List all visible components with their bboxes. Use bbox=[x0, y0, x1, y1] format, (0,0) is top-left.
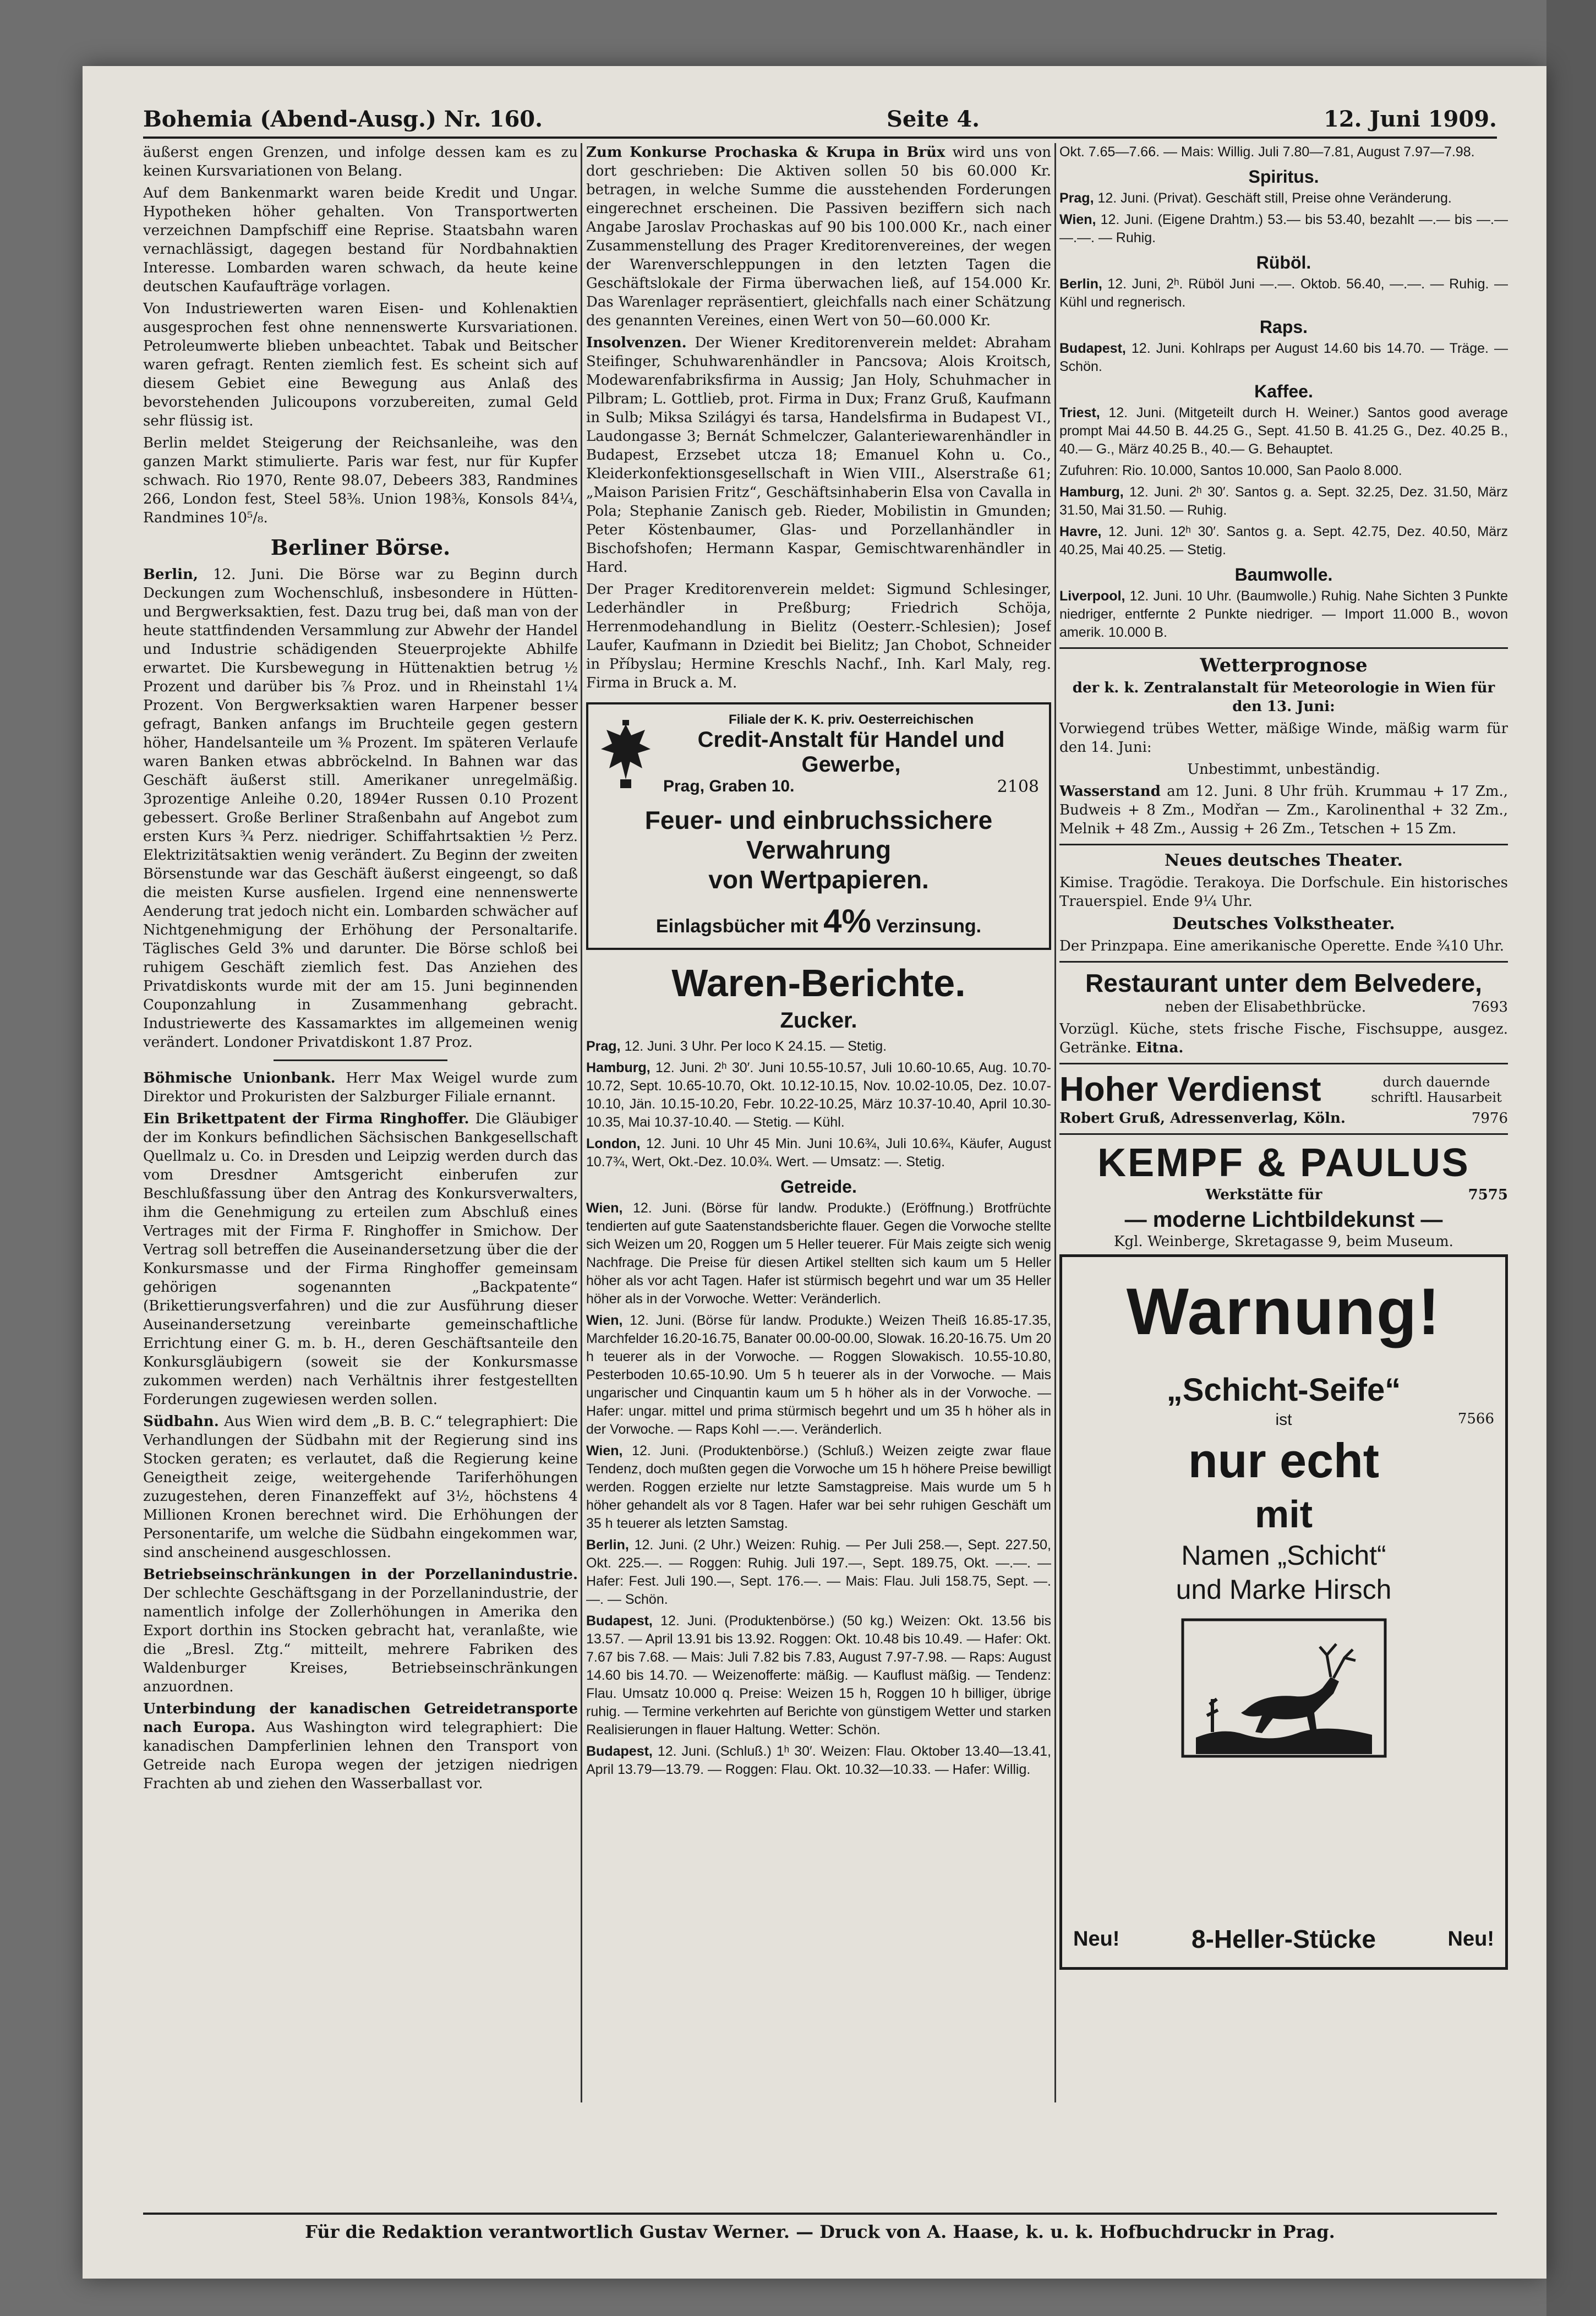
divider bbox=[1059, 844, 1508, 845]
ad-schicht-seife: „Schicht-Seife“ bbox=[1166, 1372, 1401, 1408]
article-brikettpatent bbox=[143, 1110, 578, 1409]
market-entry bbox=[1059, 587, 1508, 642]
ad-kempf-paulus bbox=[1059, 1140, 1508, 1251]
paragraph: Auf dem Bankenmarkt waren beide Kredit und Ungar. Hypotheken höher gehalten. Von Transportwerten verzeichnen Dampfschiff eine Reprise. Staatsbahn waren vernachlässigt, dagegen bestand für Nordbahnaktien Interesse. Lombarden waren schwach, da heute keine deutschen Kaufaufträge vorlagen. bbox=[143, 185, 578, 295]
article-text: Aus Wien wird dem „B. B. C.“ telegraphiert: Die Verhandlungen der Südbahn mit der Regierung sind ins Stocken geraten; es verlautet, daß die Regierung keine Geneigtheit zeige, weitergehende Tariferhöhungen zuzugestehen, deren Finanzeffekt auf 3½, höchstens 4 Millionen Kronen berechnet wird. Die Erhöhungen der Personentarife, um welche die Südbahn eingekommen war, sind anscheinend ausgeschlossen. bbox=[143, 1413, 578, 1561]
divider bbox=[1059, 1063, 1508, 1064]
market-entry bbox=[1059, 483, 1508, 520]
entry-lead: Budapest, bbox=[1059, 341, 1126, 356]
article-text: Herr Max Weigel wurde zum Direktor und Prokuristen der Salzburger Filiale ernannt. bbox=[143, 1070, 578, 1105]
heading-volkstheater: Deutsches Volkstheater. bbox=[1172, 914, 1395, 933]
ad-restaurant-title: Restaurant unter dem Belvedere, bbox=[1085, 969, 1482, 997]
subheading-getreide: Getreide. bbox=[780, 1177, 857, 1197]
entry-lead: Wien, bbox=[586, 1443, 623, 1459]
entry-lead: Prag, bbox=[1059, 190, 1094, 206]
article-suedbahn bbox=[143, 1412, 578, 1562]
page-header bbox=[143, 83, 1497, 132]
market-entry bbox=[586, 1442, 1051, 1533]
article-unionbank bbox=[143, 1069, 578, 1106]
subheading-rueboel: Rüböl. bbox=[1256, 253, 1311, 272]
ad-schicht-warnung bbox=[1059, 1254, 1508, 1970]
ad-credit-anstalt bbox=[586, 702, 1051, 950]
ad-einlage-rate: 4% bbox=[823, 903, 871, 939]
ad-hoher-verdienst bbox=[1059, 1070, 1508, 1128]
entry-text: am 12. Juni. 8 Uhr früh. Krummau + 17 Zm., Budweis + 8 Zm., Modřan — Zm., Karolinenthal + 32 Zm., Melnik + 48 Zm., Aussig + 26 Zm., Tetschen + 15 Zm. bbox=[1059, 783, 1508, 837]
ad-credit-name: Credit-Anstalt für Handel und Gewerbe, bbox=[697, 728, 1005, 777]
market-entry bbox=[1059, 189, 1508, 207]
market-entry bbox=[1059, 404, 1508, 458]
article-lead: Ein Brikettpatent der Firma Ringhoffer. bbox=[143, 1111, 469, 1127]
market-reports bbox=[586, 1037, 1051, 1779]
stag-logo-icon bbox=[1179, 1616, 1389, 1760]
ad-ist: ist bbox=[1275, 1411, 1292, 1429]
market-entry: Zufuhren: Rio. 10.000, Santos 10.000, San Paolo 8.000. bbox=[1059, 463, 1402, 478]
section-heading-berliner-boerse: Berliner Börse. bbox=[270, 535, 451, 560]
paragraph: Berlin meldet Steigerung der Reichsanleihe, was den ganzen Markt stimulierte. Paris war fest, nur für Kupfer schwach. Rio 1970, Rente 98.07, Debeers 383, Randmines 266, London fest, Steel 58⅜. Union 198⅜, Konsols 84¼, Randmines 10⁵/₈. bbox=[143, 435, 578, 526]
market-entry bbox=[586, 1135, 1051, 1171]
ad-feuer-line-1: Feuer- und einbruchssichere Verwahrung bbox=[644, 806, 993, 864]
paragraph: Der Prager Kreditorenverein meldet: Sigmund Schlesinger, Lederhändler in Preßburg; Friedrich Schöja, Herrenmodehandlung in Bielitz (Oesterr.-Schlesien); Josef Laufer, Kaufmann in Dziedit bei Bielitz; Jan Chobot, Schneider in Příbyslau; Hermine Kreschls Nachf., Inh. Karl Maly, reg. Firma in Bruck a. M. bbox=[586, 581, 1051, 691]
article-berlin bbox=[143, 565, 578, 1052]
ad-neu-row bbox=[1073, 1924, 1494, 1954]
article-porzellan bbox=[143, 1565, 578, 1696]
entry-text: 12. Juni. 10 Uhr. (Baumwolle.) Ruhig. Nahe Sichten 3 Punkte niedriger, entfernte 2 Punkte niedriger. — Import 11.000 B., wovon amerik. 10.000 B. bbox=[1059, 588, 1508, 640]
ad-restaurant-location: neben der Elisabethbrücke. bbox=[1165, 999, 1367, 1015]
ad-einlage-a: Einlagsbücher mit bbox=[655, 916, 818, 937]
ad-einlage-c: Verzinsung. bbox=[876, 916, 982, 937]
market-reports-continued bbox=[1059, 143, 1508, 642]
ad-warnung-number: 7566 bbox=[1457, 1411, 1494, 1427]
article-lead: Südbahn. bbox=[143, 1413, 219, 1430]
subheading-kaffee: Kaffee. bbox=[1254, 381, 1313, 401]
newspaper-page bbox=[83, 66, 1546, 2279]
article-lead: Zum Konkurse Prochaska & Krupa in Brüx bbox=[586, 144, 945, 161]
entry-lead: Berlin, bbox=[1059, 276, 1102, 292]
market-entry bbox=[586, 1612, 1051, 1739]
entry-lead: Wien, bbox=[586, 1200, 623, 1216]
entry-lead: Hamburg, bbox=[1059, 484, 1124, 500]
article-lead: Betriebseinschränkungen in der Porzellanindustrie. bbox=[143, 1566, 578, 1583]
market-entry bbox=[586, 1743, 1051, 1779]
ad-warnung-title: Warnung! bbox=[1126, 1275, 1441, 1348]
entry-lead: Budapest, bbox=[586, 1613, 653, 1629]
article-text: wird uns von dort geschrieben: Die Aktiven sollen 50 bis 60.000 Kr. betragen, in welche Summe die ausstehenden Forderungen eingerechnet erscheinen. Die Passiven beziffern sich nach Angabe Jaroslav Prochaskas auf 90 bis 100.000 Kr., nach einer Zusammenstellung des Prager Kreditorenvereines, der wegen der Warenverschleppungen in den letzten Tagen die Geschäftslokale der Firma überwachen ließ, auf 154.000 Kr. Das Warenlager repräsentiert, gleichfalls nach einer Schätzung des genannten Vereines, einen Wert von 50—60.000 Kr. bbox=[586, 144, 1051, 329]
market-entry bbox=[1059, 211, 1508, 247]
entry-text: 12. Juni. 2ʰ 30′. Santos g. a. Sept. 32.25, Dez. 31.50, März 31.50, Mai 31.50. — Ruhig. bbox=[1059, 484, 1508, 518]
column-rule-1 bbox=[581, 143, 582, 2102]
entry-text: 12. Juni. (Börse für landw. Produkte.) Weizen Theiß 16.85-17.35, Marchfelder 16.20-16.75, Banater 00.00-00.00, Slowak. 16.20-16.75. Um 20 h teuerer als in der Vorwoche. — Roggen Slowakisch. 10.55-10.80, Pesterboden 10.65-10.90. Um 5 h teuerer als in der Vorwoche. — Mais ungarischer und Cinquantin kaum um 5 h höher als in der Vorwoche. — Hafer: ungar. mittel und prima stürmisch begehrt und um 35 h höher als in der Vorwoche. — Raps Kohl —.—. Veränderlich. bbox=[586, 1313, 1051, 1437]
entry-lead: Wien, bbox=[1059, 212, 1096, 227]
article-kanada bbox=[143, 1700, 578, 1793]
ad-credit-text bbox=[663, 712, 1039, 796]
ad-kempf-address: Kgl. Weinberge, Skretagasse 9, beim Museum. bbox=[1114, 1233, 1453, 1250]
ad-filiale: Filiale der K. K. priv. Oesterreichischen bbox=[728, 712, 974, 727]
ad-restaurant-number: 7693 bbox=[1471, 999, 1508, 1015]
divider bbox=[1059, 961, 1508, 963]
heading-neues-theater: Neues deutsches Theater. bbox=[1165, 851, 1403, 870]
article-text: 12. Juni. Die Börse war zu Beginn durch Deckungen zum Wochenschluß, insbesondere in Hütten- und Bergwerksaktien, fest. Dazu trug bei, daß man von der heute stattfindenden Versammlung zur Abwehr der Handel und Industrie schädigenden Steuerprojekte Abhilfe erwartet. Die Kursbewegung in Hüttenaktien betrug ½ Prozent und darüber bis ⅞ Proz. und in Rheinstahl 1¼ Prozent. Von Bergwerksaktien waren Harpener besser gefragt, Banken anfangs im Bruchteile gegen gestern höher, Handelsanteile um ⅜ Prozent. Im späteren Verlaufe waren Banken etwas abbröckelnd. In Bahnen war das Geschäft äußerst still. Amerikaner unregelmäßig. 3prozentige Anleihe 0.20, 1894er Russen 0.10 Prozent gebessert. Große Berliner Straßenbahn auf Angebot zum ersten Kurs ¾ Perz. niedriger. Schiffahrtsaktien ½ Perz. Elektrizitätsaktien wenig verändert. Zu Beginn der zweiten Börsenstunde war das Geschäft äußerst eingeengt, so daß die meisten Kurse ausfielen. Irgend eine nennenswerte Aenderung trat jedoch nicht ein. Lombarden schwächer auf Nichtgenehmigung der Erhöhung der Personaltarife. Täglisches Geld 3% und darunter. Die Börse schloß bei ruhigem Geschäft ziemlich fest. Das Anziehen des Privatdiskonts wurde mit der am 15. Juni beginnenden Couponzahlung in Zusammenhang gebracht. Industriewerte des Kassamarktes im allgemeinen wenig verändert. Londoner Privatdiskont 1.87 Proz. bbox=[143, 566, 578, 1051]
article-insolvenzen bbox=[586, 334, 1051, 577]
divider bbox=[1059, 1133, 1508, 1135]
ad-nur-echt: nur echt bbox=[1188, 1433, 1380, 1488]
ad-verdienst-row bbox=[1059, 1070, 1508, 1109]
ad-restaurant-sign: Eitna. bbox=[1135, 1040, 1184, 1056]
market-entry: Okt. 7.65—7.66. — Mais: Willig. Juli 7.80—7.81, August 7.97—7.98. bbox=[1059, 144, 1475, 160]
ad-verdienst-name-row bbox=[1059, 1109, 1508, 1128]
ad-kempf-number: 7575 bbox=[1468, 1187, 1508, 1203]
ad-kempf-line: — moderne Lichtbildekunst — bbox=[1124, 1208, 1443, 1232]
ad-restaurant-desc: Vorzügl. Küche, stets frische Fische, Fischsuppe, ausgez. Getränke. bbox=[1059, 1021, 1508, 1056]
article-lead: Insolvenzen. bbox=[586, 335, 687, 351]
market-entry bbox=[586, 1312, 1051, 1439]
market-entry bbox=[586, 1536, 1051, 1609]
ad-mit: mit bbox=[1255, 1493, 1313, 1536]
header-date: 12. Juni 1909. bbox=[1324, 106, 1497, 132]
article-lead: Unterbindung der kanadischen Getreidetransporte nach Europa. bbox=[143, 1701, 578, 1736]
ad-address-row bbox=[663, 777, 1039, 796]
entry-text: 12. Juni, 2ʰ. Rüböl Juni —.—. Oktob. 56.40, —.—. — Ruhig. — Kühl und regnerisch. bbox=[1059, 276, 1508, 310]
market-entry bbox=[1059, 340, 1508, 376]
section-heading-waren-berichte: Waren-Berichte. bbox=[671, 962, 966, 1004]
ad-feuer-line-2: von Wertpapieren. bbox=[708, 865, 929, 894]
entry-lead: Havre, bbox=[1059, 524, 1102, 539]
subheading-spiritus: Spiritus. bbox=[1248, 167, 1319, 187]
ad-number: 2108 bbox=[997, 777, 1039, 796]
article-konkurs bbox=[586, 143, 1051, 330]
ad-verdienst-sub: durch dauernde schriftl. Hausarbeit bbox=[1371, 1074, 1502, 1105]
entry-text: 12. Juni. (Schluß.) 1ʰ 30′. Weizen: Flau. Oktober 13.40—13.41, April 13.79—13.79. — Roggen: Flau. Okt. 10.32—10.33. — Hafer: Willig. bbox=[586, 1744, 1051, 1777]
theater-text: Kimise. Tragödie. Terakoya. Die Dorfschule. Ein historisches Trauerspiel. Ende 9¼ Uhr. bbox=[1059, 875, 1508, 910]
entry-text: 12. Juni. (Privat). Geschäft still, Preise ohne Veränderung. bbox=[1097, 190, 1452, 206]
entry-lead: Triest, bbox=[1059, 405, 1100, 420]
divider bbox=[274, 1059, 447, 1061]
ad-kempf-sub-row bbox=[1059, 1186, 1508, 1204]
entry-text: 12. Juni. Kohlraps per August 14.60 bis 14.70. — Träge. — Schön. bbox=[1059, 341, 1508, 374]
entry-text: 12. Juni. (Produktenbörse.) (Schluß.) Weizen zeigte zwar flaue Tendenz, doch mußten gegen die Vorwoche um 15 h höhere Preise bewilligt werden. Roggen erzielte nur letzte Samstagpreise. Mais wurde um 5 h höher gehandelt als vor 8 Tagen. Hafer war bei sehr ruhigen Geschäft um 35 h teuerer als letzten Samstag. bbox=[586, 1443, 1051, 1531]
article-lead: Böhmische Unionbank. bbox=[143, 1070, 336, 1086]
double-eagle-icon bbox=[598, 719, 653, 790]
ad-kempf-werkstaette: Werkstätte für bbox=[1205, 1187, 1322, 1203]
ad-marke-hirsch: und Marke Hirsch bbox=[1176, 1574, 1392, 1605]
header-page-number: Seite 4. bbox=[886, 106, 980, 132]
ad-heller-stuecke: 8-Heller-Stücke bbox=[1191, 1925, 1376, 1953]
entry-text: 12. Juni. 12ʰ 30′. Santos g. a. Sept. 42.75, Dez. 40.50, März 40.25, Mai 40.25. — Stetig. bbox=[1059, 524, 1508, 558]
ad-verdienst-title: Hoher Verdienst bbox=[1059, 1070, 1321, 1108]
article-lead: Berlin, bbox=[143, 566, 198, 583]
paragraph: äußerst engen Grenzen, und infolge dessen kam es zu keinen Kursvariationen von Belang. bbox=[143, 144, 578, 179]
heading-wetterprognose: Wetterprognose bbox=[1200, 654, 1368, 676]
entry-text: 12. Juni. 10 Uhr 45 Min. Juni 10.6¾, Juli 10.6¾, Käufer, August 10.7¾, Wert, Okt.-Dez. 10.0¾. Wert. — Umsatz: —. Stetig. bbox=[586, 1136, 1051, 1170]
paragraph: Von Industriewerten waren Eisen- und Kohlenaktien ausgesprochen fest ohne nennenswerte Kursvariationen. Petroleumwerte blieben unbeachtet. Tabak und Beitscher waren gefragt. Renten ziemlich fest. Es scheint sich auf diesem Gebiet eine Bewegung aus Anlaß des bevorstehenden Julicoupons vorzubereiten, zumal Geld sehr flüssig ist. bbox=[143, 301, 578, 429]
entry-lead: Wien, bbox=[586, 1313, 623, 1328]
entry-lead: London, bbox=[586, 1136, 641, 1151]
column-1 bbox=[143, 143, 578, 2069]
subheading-baumwolle: Baumwolle. bbox=[1234, 565, 1333, 585]
ad-restaurant-text bbox=[1059, 1020, 1508, 1057]
entry-text: 12. Juni. 2ʰ 30′. Juni 10.55-10.57, Juli 10.60-10.65, Aug. 10.70-10.72, Sept. 10.65-10.70, Okt. 10.12-10.15, Nov. 10.02-10.05, Dez. 10.07-10.10, Jän. 10.15-10.20, Febr. 10.22-10.25, März 10.37-10.40, April 10.30-10.35, Mai 10.37-10.40. — Stetig. — Kühl. bbox=[586, 1060, 1051, 1130]
entry-lead: Liverpool, bbox=[1059, 588, 1125, 604]
column-3 bbox=[1059, 143, 1508, 2069]
column-rule-2 bbox=[1054, 143, 1056, 2102]
entry-lead: Wasserstand bbox=[1059, 783, 1161, 800]
header-publication: Bohemia (Abend-Ausg.) Nr. 160. bbox=[143, 106, 543, 132]
wetter-text: Vorwiegend trübes Wetter, mäßige Winde, mäßig warm für den 14. Juni: bbox=[1059, 720, 1508, 756]
entry-lead: Budapest, bbox=[586, 1744, 653, 1759]
subheading-raps: Raps. bbox=[1259, 317, 1308, 337]
ad-einlage bbox=[598, 902, 1039, 940]
subheading-zucker: Zucker. bbox=[780, 1008, 857, 1033]
entry-lead: Hamburg, bbox=[586, 1060, 651, 1075]
market-entry bbox=[1059, 275, 1508, 312]
theater-text: Der Prinzpapa. Eine amerikanische Operette. Ende ¾10 Uhr. bbox=[1059, 938, 1505, 954]
page-footer: Für die Redaktion verantwortlich Gustav Werner. — Druck von A. Haase, k. u. k. Hofbuchdruckr in Prag. bbox=[143, 2213, 1497, 2242]
entry-text: 12. Juni. (Mitgeteilt durch H. Weiner.) Santos good average prompt Mai 44.50 B. 44.25 G., Sept. 41.50 B. 41.25 G., Dez. 40.25 B., 40.— G., März 40.25 B., 40.— G. Behauptet. bbox=[1059, 405, 1508, 457]
entry-lead: Berlin, bbox=[586, 1537, 629, 1553]
column-2 bbox=[586, 143, 1051, 2069]
ad-kempf-title: KEMPF & PAULUS bbox=[1097, 1141, 1470, 1185]
header-rule bbox=[143, 136, 1497, 139]
ad-address: Prag, Graben 10. bbox=[663, 777, 795, 795]
wetter-subtitle: der k. k. Zentralanstalt für Meteorologie in Wien für den 13. Juni: bbox=[1072, 680, 1495, 715]
market-entry bbox=[586, 1199, 1051, 1308]
ad-restaurant bbox=[1059, 968, 1508, 1057]
scan-edge bbox=[1546, 0, 1596, 2316]
ad-ist-row bbox=[1073, 1411, 1494, 1429]
entry-text: 12. Juni. (Eigene Drahtm.) 53.— bis 53.40, bezahlt —.— bis —.— —.—. — Ruhig. bbox=[1059, 212, 1508, 245]
ad-restaurant-sub bbox=[1059, 998, 1508, 1017]
divider bbox=[1059, 647, 1508, 649]
wasserstand bbox=[1059, 782, 1508, 838]
entry-text: 12. Juni. 3 Uhr. Per loco K 24.15. — Stetig. bbox=[624, 1039, 887, 1054]
ad-verdienst-number: 7976 bbox=[1471, 1110, 1508, 1127]
entry-text: 12. Juni. (Börse für landw. Produkte.) (Eröffnung.) Brotfrüchte tendierten auf gute Saatenstandsberichte flauer. Gegen die Vorwoche stellte sich Weizen um 20, Roggen um 5 Heller teuerer. Für Mais zeigte sich wenig Nachfrage. Die Preise für diesen Artikel stellten sich kaum um 5 Heller höher als vor acht Tagen. Hafer ist stürmisch begehrt und war um 35 Heller höher als in der Vorwoche. Wetter: Veränderlich. bbox=[586, 1200, 1051, 1307]
market-entry bbox=[586, 1037, 1051, 1056]
ad-credit-header bbox=[598, 712, 1039, 796]
article-text: Der schlechte Geschäftsgang in der Porzellanindustrie, der namentlich infolge der Zollerhöhungen in Amerika den Export dorthin ins Stocken gebracht hat, veranlaßte, wie die „Bresl. Ztg.“ mitteilt, mehrere Fabriken des Waldenburger Kreises, Betriebseinschränkungen anzuordnen. bbox=[143, 1585, 578, 1695]
market-entry bbox=[586, 1059, 1051, 1132]
article-text: Die Gläubiger der im Konkurs befindlichen Sächsischen Bankgesellschaft Quellmalz u. Co. in Dresden und Leipzig werden durch das vom Dresdner Amtsgericht einberufen zur Beschlußfassung über den Antrag des Konkursverwalters, ihm die Genehmigung zu erteilen zum Abschluß eines Vertrages mit der Firma F. Ringhoffer in Smichow. Der Vertrag soll betreffen die Auseinandersetzung über die der Konkursmasse und der Firma Ringhoffer gemeinsam gehörigen sogenannten „Backpatente“ (Brikettierungsverfahren) und die zur Ausführung dieser Auseinandersetzung vereinbarte gemeinschaftliche Errichtung einer G. m. b. H., deren Geschäftsanteile den Konkursgläubigern (soweit sie der Konkursmasse zukommen werden) nach Verhältnis ihrer festgestellten Forderungen zugewiesen werden sollen. bbox=[143, 1111, 578, 1408]
wetter-text: Unbestimmt, unbeständig. bbox=[1187, 761, 1380, 778]
ad-namen-schicht: Namen „Schicht“ bbox=[1181, 1540, 1386, 1571]
article-text: Der Wiener Kreditorenverein meldet: Abraham Steifinger, Schuhwarenhändler in Pancsova; Alois Kroitsch, Modewarenfabriksfirma in Aussig; Jan Holy, Schuhmacher in Pilbram; L. Gottlieb, prot. Firma in Dux; Franz Gruß, Kaufmann in Sulb; Miksa Szilágyi és tarsa, Handelsfirma in Budapest VI., Laudongasse 3; Bernát Schmelczer, Galanteriewarenhändler in Budapest, Erzsebet utcza 18; Emanuel Kohn u. Co., Kleiderkonfektionsgesellschaft in Wien VIII., Alserstraße 61; „Maison Parisien Fritz“, Geschäftsinhaberin Elsa von Cavalla in Pola; Stephanie Zanisch geb. Rieder, Mobilistin in Gmunden; Peter Köstenbaumer, Glas- und Porzellanhändler in Bischofshofen; Hermann Kaspar, Gemischtwarenhändler in Hard. bbox=[586, 335, 1051, 576]
ad-neu-right: Neu! bbox=[1447, 1927, 1494, 1951]
ad-neu-left: Neu! bbox=[1073, 1927, 1120, 1951]
market-entry bbox=[1059, 523, 1508, 559]
entry-lead: Prag, bbox=[586, 1039, 621, 1054]
entry-text: 12. Juni. (Produktenbörse.) (50 kg.) Weizen: Okt. 13.56 bis 13.57. — April 13.91 bis 13.92. Roggen: Okt. 10.48 bis 10.49. — Hafer: Okt. 7.67 bis 7.68. — Mais: Juli 7.82 bis 7.83, August 7.97-7.98. — Raps: August 14.60 bis 14.70. — Weizenofferte: mäßig. — Kauflust mäßig. — Tendenz: Flau. Umsatz 10.000 q. Preise: Weizen 15 h, Roggen 10 h billiger, übrige ruhig. — Termine verkehrten auf Berichte von günstigem Wetter und starken Realisierungen in flauer Haltung. Wetter: Schön. bbox=[586, 1613, 1051, 1738]
article-text: Aus Washington wird telegraphiert: Die kanadischen Dampferlinien lehnen den Transport von Getreide nach Europa wegen der jetzigen niedrigen Frachten ab und ziehen den Wasserballast vor. bbox=[143, 1719, 578, 1792]
ad-verdienst-name: Robert Gruß, Adressenverlag, Köln. bbox=[1059, 1110, 1346, 1127]
entry-text: 12. Juni. (2 Uhr.) Weizen: Ruhig. — Per Juli 258.—, Sept. 227.50, Okt. 225.—. — Roggen: Ruhig. Juli 197.—, Sept. 189.75, Okt. —.—. — Hafer: Fest. Juli 190.—, Sept. 176.—. — Mais: Flau. Juli 158.75, Sept. —.—. — Schön. bbox=[586, 1537, 1051, 1607]
